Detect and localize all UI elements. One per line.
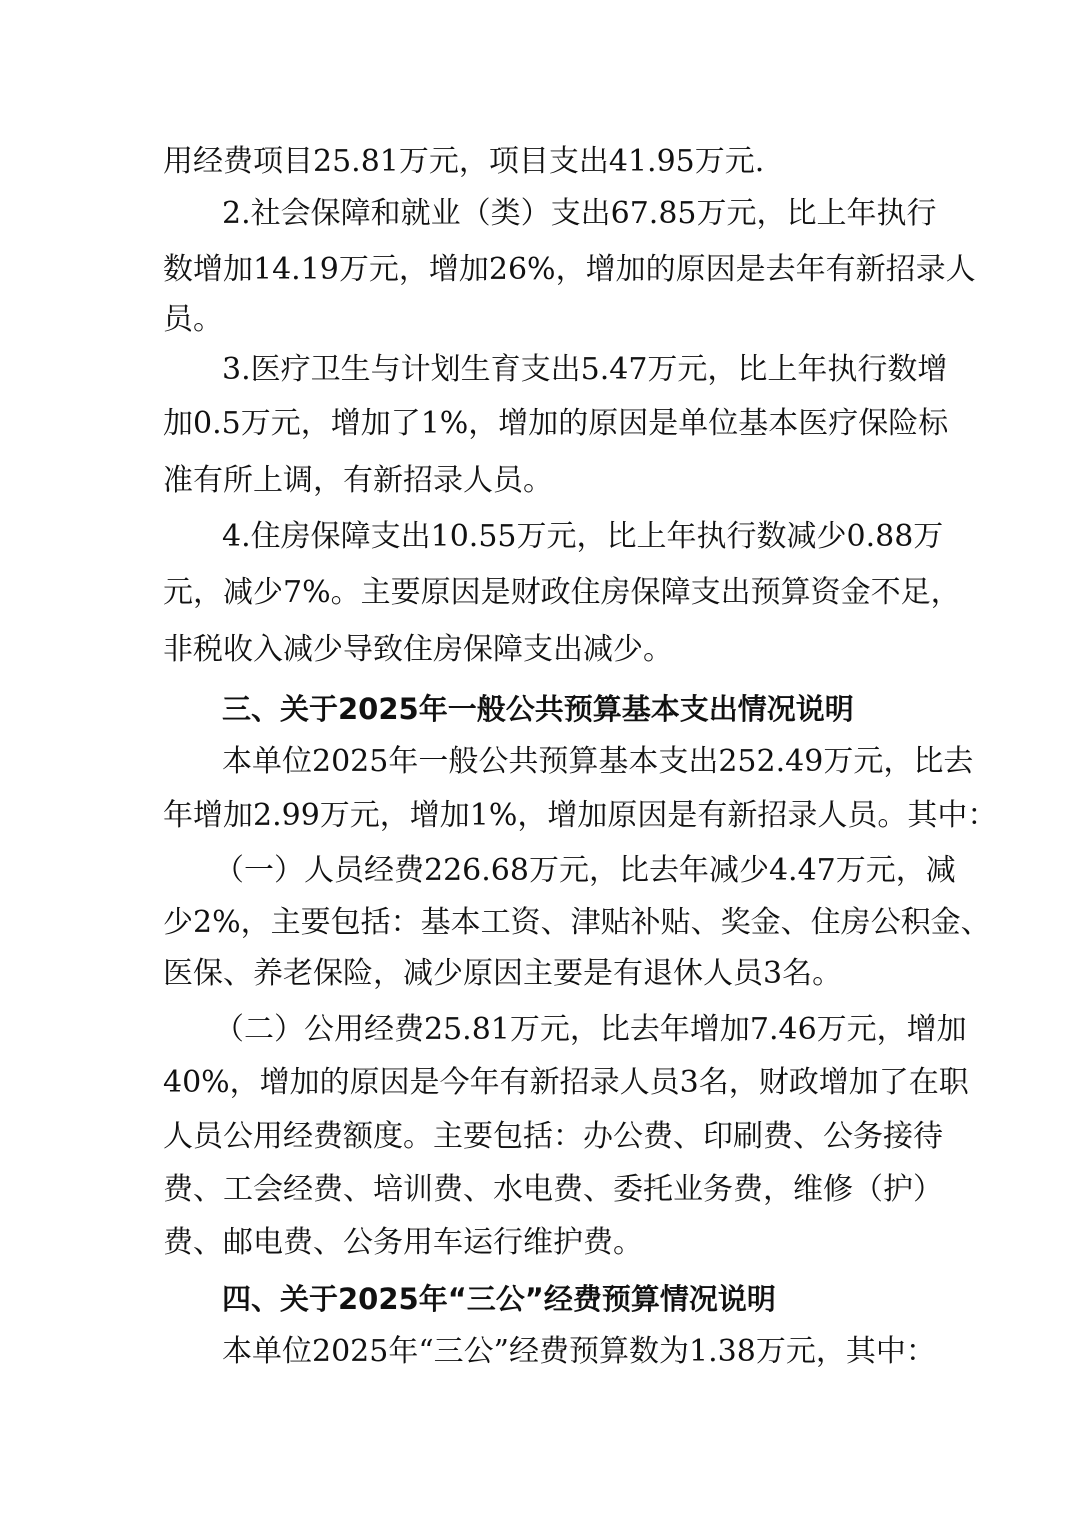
paragraph-line: 元，减少7%。主要原因是财政住房保障支出预算资金不足， [163, 575, 961, 610]
paragraph-line: 3.医疗卫生与计划生育支出5.47万元，比上年执行数增 [222, 352, 948, 387]
paragraph-line: 加0.5万元，增加了1%，增加的原因是单位基本医疗保险标 [163, 406, 949, 441]
paragraph-line: （一）人员经费226.68万元，比去年减少4.47万元，减 [214, 853, 956, 888]
paragraph-line: 费、邮电费、公务用车运行维护费。 [163, 1225, 643, 1260]
paragraph-line: 本单位2025年一般公共预算基本支出252.49万元，比去 [222, 744, 974, 779]
paragraph-line: 准有所上调，有新招录人员。 [163, 463, 553, 498]
paragraph-line: 人员公用经费额度。主要包括：办公费、印刷费、公务接待 [163, 1119, 943, 1154]
paragraph-line: （二）公用经费25.81万元，比去年增加7.46万元，增加 [214, 1012, 967, 1047]
paragraph-line: 用经费项目25.81万元，项目支出41.95万元. [163, 144, 765, 179]
paragraph-line: 本单位2025年“三公”经费预算数为1.38万元，其中： [222, 1334, 936, 1369]
paragraph-line: 少2%，主要包括：基本工资、津贴补贴、奖金、住房公积金、 [163, 905, 991, 940]
paragraph-line: 非税收入减少导致住房保障支出减少。 [163, 632, 673, 667]
paragraph-line: 4.住房保障支出10.55万元，比上年执行数减少0.88万 [222, 519, 944, 554]
paragraph-line: 40%，增加的原因是今年有新招录人员3名，财政增加了在职 [163, 1065, 969, 1100]
section-heading: 三、关于2025年一般公共预算基本支出情况说明 [222, 692, 854, 726]
section-heading: 四、关于2025年“三公”经费预算情况说明 [222, 1282, 776, 1316]
paragraph-line: 2.社会保障和就业（类）支出67.85万元，比上年执行 [222, 196, 937, 231]
paragraph-line: 数增加14.19万元，增加26%，增加的原因是去年有新招录人 [163, 252, 976, 287]
paragraph-line: 年增加2.99万元，增加1%，增加原因是有新招录人员。其中： [163, 798, 998, 833]
paragraph-line: 医保、养老保险，减少原因主要是有退休人员3名。 [163, 956, 843, 991]
paragraph-line: 员。 [163, 302, 223, 337]
paragraph-line: 费、工会经费、培训费、水电费、委托业务费，维修（护） [163, 1172, 943, 1207]
